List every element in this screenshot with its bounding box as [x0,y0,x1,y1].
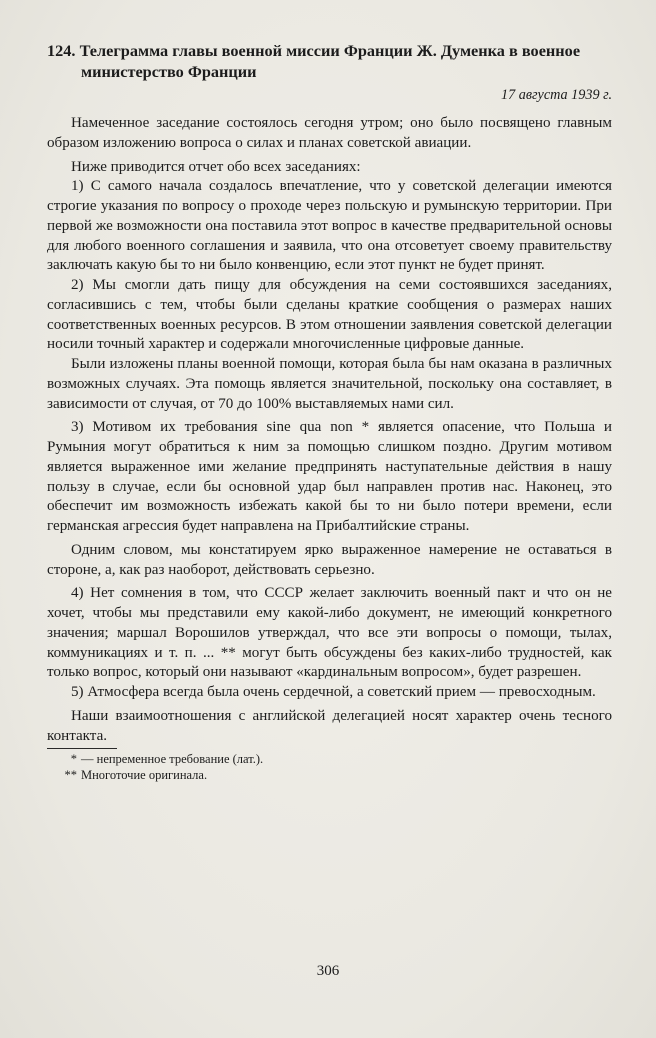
footnote [47,751,612,767]
paragraph: 2) Мы смогли дать пищу для обсуждения на семи состоявшихся заседаниях, согласившись с тем, чтобы были сделаны краткие сообщения о размерах наших соответственных военных ресурсов. В этом отношении заявления советской делегации носили точный характер и содержали многочисленные цифровые данные. [47,277,612,353]
paragraph: Ниже приводится отчет обо всех заседаниях: [71,158,361,175]
paragraph: Наши взаимоотношения с английской делегацией носят характер очень тесного контакта. [47,707,612,744]
paragraph: 1) С самого начала создалось впечатление, что у советской делегации имеются строгие указания по вопросу о проходе через польскую и румынскую территории. При первой же возможности она поставила этот вопрос в качестве предварительной основы для любого военного соглашения и заявила, что она отсоветует своему правительству заключать какую бы то ни было конвенцию, если этот пункт не будет принят. [47,178,612,274]
paragraph: 4) Нет сомнения в том, что СССР желает заключить военный пакт и что он не хочет, чтобы мы представили ему какой-либо документ, не имеющий конкретного значения; маршал Ворошилов утверждал, что все эти вопросы о помощи, тылах, коммуникациях и т. п. ... ** могут быть обсуждены без каких-либо трудностей, как только вопрос, который они называют «кардинальным вопросом», будет разрешен. [47,585,612,681]
paragraph: 5) Атмосфера всегда была очень сердечной, а советский прием — превосходным. [71,684,596,700]
paragraph: Были изложены планы военной помощи, которая была бы нам оказана в различных возможных случаях. Эта помощь является значительной, поскольку она составляет, в зависимости от случая, от 70 до 100% выставляемых нами сил. [47,356,612,412]
footnote-text: Многоточие оригинала. [81,768,208,783]
footnote-mark: ** [64,768,77,783]
paragraph: Одним словом, мы констатируем ярко выраженное намерение не оставаться в стороне, а, как раз наоборот, действовать серьезно. [47,541,612,578]
page-content [47,40,612,783]
page-number: 306 [316,963,340,979]
footnote [47,767,612,783]
document-body [47,114,612,746]
document-heading: 124. Телеграмма главы военной миссии Франции Ж. Думенка в военное министерство Франции [47,41,581,81]
footnotes [47,748,612,783]
document-date: 17 августа 1939 г. [501,87,612,103]
footnote-mark: * [70,752,77,767]
paragraph: Намеченное заседание состоялось сегодня утром; оно было посвящено главным образом изложению вопроса о силах и планах советской авиации. [47,115,612,151]
footnote-text: — непременное требование (лат.). [81,752,264,767]
paragraph: 3) Мотивом их требования sine qua non * является опасение, что Польша и Румыния могут обратиться к ним за помощью слишком поздно. Другим мотивом является выраженное ими желание предпринять наступательные действия в нашу пользу в случае, если бы основной удар был направлен против нас. Наконец, это обеспечит им возможность избежать какой бы то ни было потери времени, если германская агрессия будет направлена на Прибалтийские страны. [47,419,612,534]
